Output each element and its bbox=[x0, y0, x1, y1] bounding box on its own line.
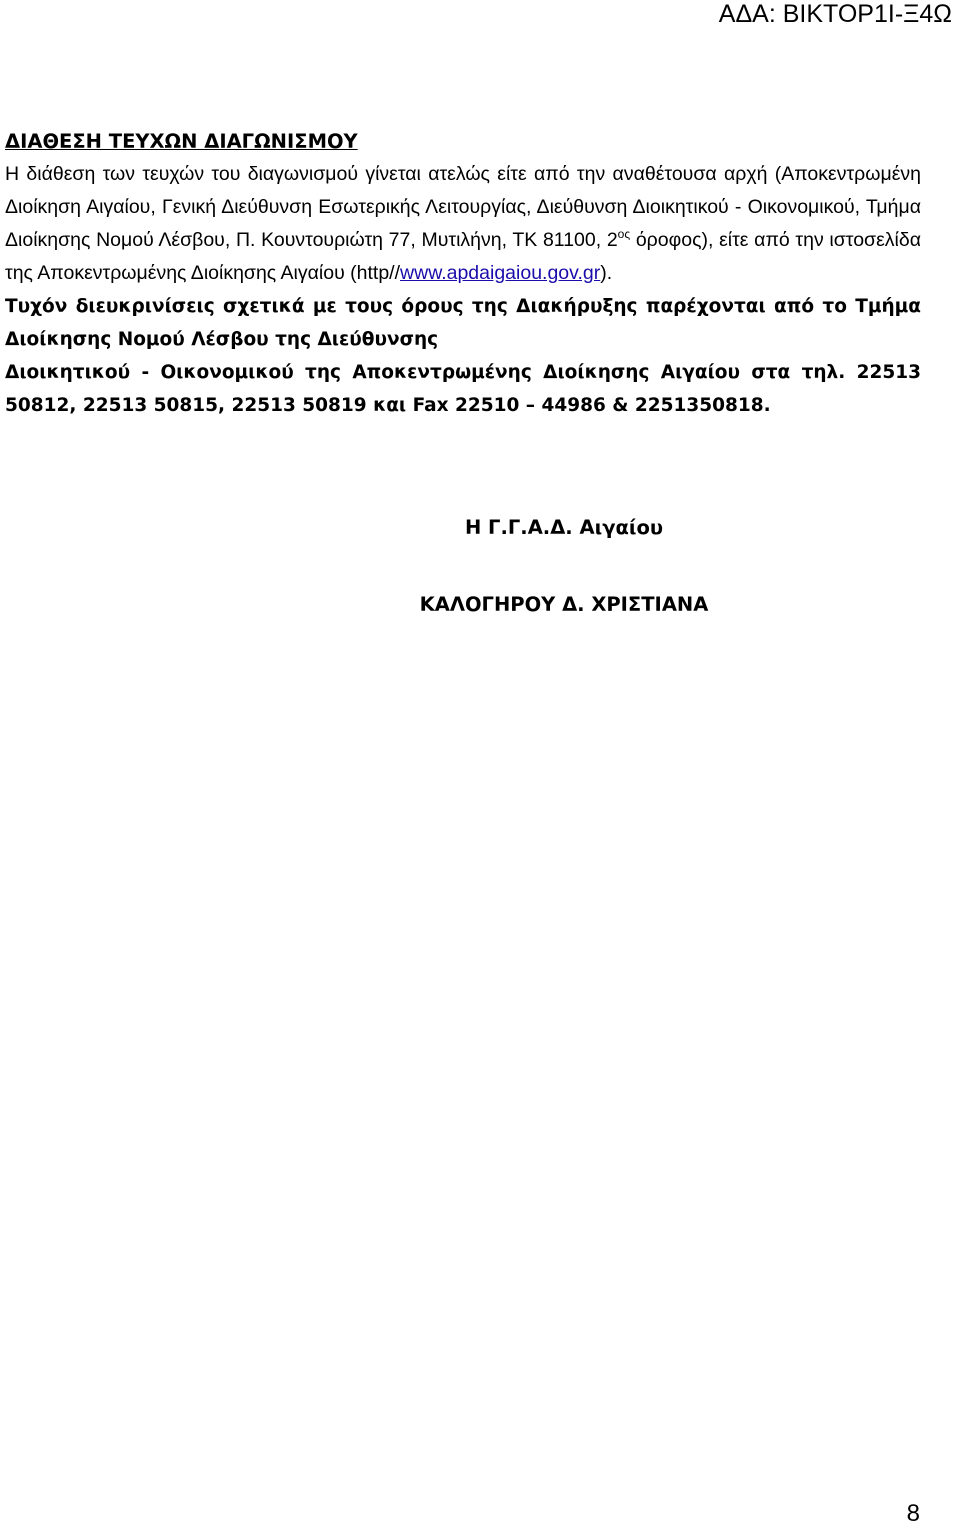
clarifications-paragraph bbox=[5, 290, 921, 422]
availability-text-part2: όροφος), είτε από την ιστοσελίδα της Αποκεντρωμένης Διοίκησης Αιγαίου (http// bbox=[5, 229, 921, 284]
availability-text-part3: ). bbox=[600, 262, 613, 284]
website-link[interactable]: www.apdaigaiou.gov.gr bbox=[400, 262, 601, 284]
page-number: 8 bbox=[906, 1500, 920, 1527]
clarifications-line-1: Τυχόν διευκρινίσεις σχετικά με τους όρους της Διακήρυξης παρέχονται από το Τμήμα Διοίκησης Νομού Λέσβου της Διεύθυνσης bbox=[5, 296, 921, 350]
clarifications-line-2: Διοικητικού - Οικονομικού της Αποκεντρωμένης Διοίκησης Αιγαίου στα τηλ. 22513 50812, 22513 50815, 22513 50819 και Fax 22510 – 44986 & 2251350818. bbox=[5, 362, 921, 416]
ada-code: ΑΔΑ: ΒΙΚΤΟΡ1Ι-Ξ4Ω bbox=[718, 0, 952, 28]
signature-authority: Η Γ.Γ.Α.Δ. Αιγαίου bbox=[464, 516, 664, 539]
document-body bbox=[5, 126, 921, 422]
availability-text-part1: Η διάθεση των τευχών του διαγωνισμού γίνεται ατελώς είτε από την αναθέτουσα αρχή (Αποκεντρωμένη Διοίκηση Αιγαίου, Γενική Διεύθυνση Εσωτερικής Λειτουργίας, Διεύθυνση Διοικητικού - Οικονομικού, Τμήμα Διοίκησης Νομού Λέσβου, Π. Κουντουριώτη 77, Μυτιλήνη, ΤΚ 81100, 2 bbox=[5, 163, 921, 251]
floor-superscript: ος bbox=[617, 227, 631, 241]
availability-paragraph bbox=[5, 158, 921, 290]
signature-name: ΚΑΛΟΓΗΡΟΥ Δ. ΧΡΙΣΤΙΑΝΑ bbox=[419, 593, 709, 616]
section-heading: ΔΙΑΘΕΣΗ ΤΕΥΧΩΝ ΔΙΑΓΩΝΙΣΜΟΥ bbox=[5, 130, 358, 153]
